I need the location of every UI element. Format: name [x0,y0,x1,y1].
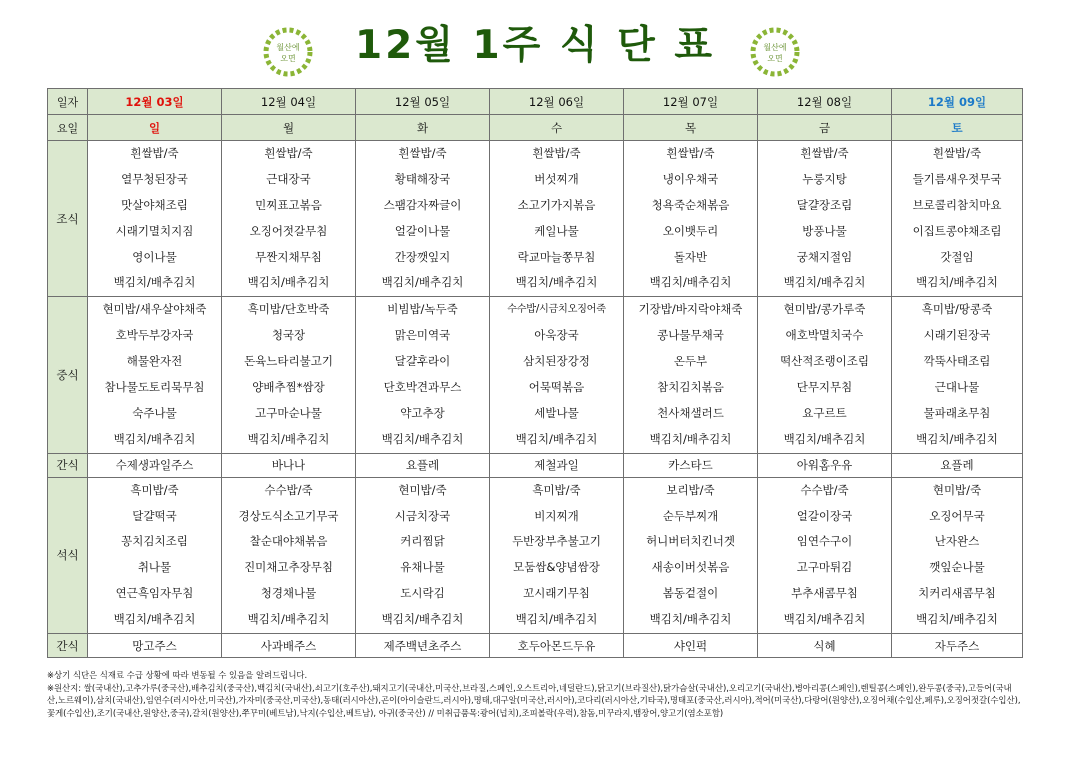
menu-item: 약고추장 [400,405,445,420]
menu-item: 돈육느타리불고기 [244,354,333,369]
menu-item: 참나물도토리묵무침 [104,380,205,395]
menu-item: 소고기가지볶음 [517,197,596,212]
menu-cell [892,141,1023,297]
menu-item: 떡산적조랭이조림 [780,354,869,369]
menu-item: 영이나물 [132,249,177,264]
menu-cell [624,141,758,297]
menu-item: 얼갈이나물 [394,223,451,238]
menu-item: 보리밥/죽 [666,482,715,497]
menu-cell: 아워홈우유 [758,453,892,477]
weekday-cell: 목 [624,115,758,141]
menu-item: 아욱장국 [534,328,579,343]
menu-item: 찰순대야채볶음 [249,534,328,549]
menu-cell: 요플레 [356,453,490,477]
menu-item: 이집트콩야채조림 [912,223,1002,238]
menu-item: 백김치/배추김치 [916,612,998,627]
menu-item: 애호박멸치국수 [785,328,864,343]
menu-item: 깍뚝사태조림 [923,354,991,369]
menu-cell [892,297,1023,453]
menu-item: 얼갈이장국 [796,508,853,523]
menu-item: 근대나물 [934,380,980,395]
menu-cell [356,477,490,633]
menu-item: 방풍나물 [802,223,847,238]
menu-item: 물파래초무침 [923,405,991,420]
menu-item: 백김치/배추김치 [783,612,866,627]
menu-item: 모둠쌈&양념쌈장 [513,560,600,575]
menu-item: 근대장국 [266,171,311,186]
menu-item: 황태해장국 [394,171,451,186]
menu-item: 백김치/배추김치 [649,275,732,290]
menu-item: 버섯찌개 [534,171,579,186]
menu-item: 꼬시래기무침 [523,586,590,601]
date-cell: 12월 04일 [222,89,356,115]
menu-item: 취나물 [137,560,172,575]
menu-item: 흑미밥/단호박죽 [247,302,330,317]
menu-item: 해물완자전 [126,354,183,369]
snack-row [48,453,1023,477]
menu-item: 흰쌀밥/죽 [130,146,179,160]
svg-text:오면: 오면 [767,54,783,63]
footnotes [47,669,1022,719]
date-cell: 12월 08일 [758,89,892,115]
menu-item: 돌자반 [673,249,708,264]
menu-item: 백김치/배추김치 [515,612,598,627]
menu-item: 기장밥/바지락야채죽 [638,302,743,317]
snack-row [48,634,1023,658]
menu-item: 삼치된장강정 [523,354,590,369]
date-cell: 12월 09일 [892,89,1023,115]
menu-item: 흰쌀밥/죽 [800,146,849,160]
menu-cell [490,297,624,453]
date-cell: 12월 05일 [356,89,490,115]
menu-cell [88,477,222,633]
menu-item: 갓절임 [940,249,974,264]
menu-item: 현미밥/새우살야채죽 [102,302,207,317]
weekday-label: 요일 [48,115,88,141]
menu-item: 숙주나물 [132,405,177,420]
menu-item: 백김치/배추김치 [381,612,464,627]
menu-item: 시래기멸치지짐 [115,223,194,238]
menu-item: 간장깻잎지 [394,249,451,264]
menu-item: 흰쌀밥/죽 [532,146,581,160]
menu-cell: 호두아몬드두유 [490,634,624,658]
menu-cell: 제철과일 [490,453,624,477]
menu-item: 맑은미역국 [394,328,451,343]
menu-item: 백김치/배추김치 [649,612,732,627]
menu-item: 흰쌀밥/죽 [398,146,447,160]
menu-item: 백김치/배추김치 [247,431,330,446]
footnote-notice: ※상기 식단은 식재료 수급 상황에 따라 변동될 수 있음을 알려드립니다. [47,670,308,680]
menu-item: 허니버터치킨너겟 [646,534,735,549]
menu-cell [88,141,222,297]
weekday-cell: 일 [88,115,222,141]
menu-item: 궁채지절임 [796,249,853,264]
menu-table [47,88,1023,658]
menu-item: 백김치/배추김치 [916,275,998,290]
menu-item: 락교마늘쫑무침 [517,249,596,264]
menu-item: 양배추찜*쌈장 [252,380,325,395]
menu-item: 누룽지탕 [802,171,847,186]
menu-item: 시래기된장국 [923,328,991,343]
page-title: 12월 1주 식 단 표 [354,23,716,68]
menu-cell [892,477,1023,633]
weekday-cell: 화 [356,115,490,141]
weekday-cell: 금 [758,115,892,141]
menu-cell: 사과배주스 [222,634,356,658]
menu-item: 오징어무국 [929,508,985,523]
menu-item: 수수밥/죽 [800,482,849,497]
menu-item: 냉이우채국 [662,171,719,186]
menu-cell: 수제생과일주스 [88,453,222,477]
menu-cell [222,477,356,633]
menu-item: 오이뱃두리 [662,223,719,238]
menu-item: 백김치/배추김치 [515,275,598,290]
menu-cell [222,141,356,297]
menu-item: 커리찜닭 [400,534,445,549]
menu-item: 백김치/배추김치 [381,431,464,446]
dinner-row [48,477,1023,633]
menu-item: 백김치/배추김치 [916,431,998,446]
menu-cell [490,141,624,297]
svg-text:월산에: 월산에 [276,43,300,52]
menu-item: 케일나물 [534,223,579,238]
menu-item: 청경채나물 [260,586,317,601]
menu-item: 청욕죽순채볶음 [651,197,730,212]
menu-item: 두반장부추불고기 [512,534,601,549]
menu-item: 호박두부강자국 [115,328,194,343]
menu-item: 난자완스 [934,534,980,549]
menu-item: 백김치/배추김치 [113,431,196,446]
menu-item: 온두부 [673,354,708,369]
menu-cell [758,297,892,453]
logo-wreath-right [747,24,803,80]
menu-item: 달걀후라이 [394,354,451,369]
date-row [48,89,1023,115]
menu-item: 유채나물 [400,560,445,575]
date-cell: 12월 07일 [624,89,758,115]
menu-cell: 바나나 [222,453,356,477]
menu-item: 봄동겉절이 [662,586,719,601]
menu-item: 달걀장조림 [796,197,853,212]
menu-item: 순두부찌개 [662,508,719,523]
menu-item: 고구마순나물 [255,405,322,420]
menu-item: 고구마튀김 [796,560,853,575]
menu-cell: 식혜 [758,634,892,658]
menu-item: 흑미밥/죽 [532,482,581,497]
menu-cell [356,297,490,453]
menu-item: 경상도식소고기무국 [238,508,339,523]
menu-item: 백김치/배추김치 [247,275,330,290]
footnote-origin: ※원산지: 쌀(국내산),고추가루(중국산),배추김치(중국산),백김치(국내산),쇠고기(호주산),돼지고기(국내산,미국산,브라질,스페인,오스트리아,네덜란드),닭고기(브라질산),닭가슴살(국내산),오리고기(국내산),병아리콩(스페인),렌틸콩(스페인),완두콩(중국),고등어(국내산,노르웨이),삼치(국내산),임연수(러시아산,미국산),가자미(중국산,미국산),동태(러시아산),곤이(아이슬란드,러시아),명태,대구알(미국산,러시아),코다리(러시아산,기타국),명태포(중국산,러시아),적어(미국산),다랑어(원양산),오징어채(수입산,페루),오징어젓갈(수입산),꽃게(수입산),조기(국내산,원양산,중국),갈치(원양산),쭈꾸미(베트남),낙지(수입산,베트남), 아귀(중국산) // 미취급품목:광어(넙치),조피볼락(우럭),참돔,미꾸라지,뱀장어,양고기(염소포함) [47,682,1021,718]
menu-item: 도시락김 [400,586,445,601]
meal-label: 간식 [48,634,88,658]
weekday-row [48,115,1023,141]
menu-item: 진미채고추장무침 [244,560,333,575]
menu-item: 흰쌀밥/죽 [264,146,313,160]
menu-item: 브로콜리참치마요 [912,197,1002,212]
menu-item: 백김치/배추김치 [649,431,732,446]
menu-cell [88,297,222,453]
menu-item: 콩나물무채국 [657,328,724,343]
menu-item: 치커리새콤무침 [918,586,996,601]
menu-cell: 제주백년초주스 [356,634,490,658]
menu-item: 백김치/배추김치 [113,612,196,627]
menu-item: 흑미밥/죽 [130,482,179,497]
menu-item: 흰쌀밥/죽 [932,146,982,160]
menu-item: 수수밥/시금치오징어죽 [507,304,606,316]
menu-item: 백김치/배추김치 [247,612,330,627]
menu-item: 어묵떡볶음 [528,380,585,395]
menu-cell: 자두주스 [892,634,1023,658]
menu-item: 들기름새우젓무국 [912,171,1002,186]
menu-item: 열무청된장국 [121,171,188,186]
menu-item: 백김치/배추김치 [515,431,598,446]
meal-label: 석식 [48,477,88,633]
menu-item: 민찌표고볶음 [255,197,322,212]
menu-cell [624,297,758,453]
menu-item: 연근흑임자무침 [115,586,194,601]
menu-item: 요구르트 [802,405,847,420]
menu-item: 맛살야채조림 [121,197,188,212]
menu-item: 흰쌀밥/죽 [666,146,715,160]
menu-item: 단호박견과무스 [383,380,462,395]
date-cell: 12월 03일 [88,89,222,115]
date-cell: 12월 06일 [490,89,624,115]
menu-item: 임연수구이 [796,534,853,549]
weekday-cell: 토 [892,115,1023,141]
menu-item: 백김치/배추김치 [113,275,196,290]
menu-item: 스팸감자짜글이 [383,197,462,212]
lunch-row [48,297,1023,453]
menu-item: 비빔밥/녹두죽 [387,302,458,317]
svg-text:오면: 오면 [280,54,296,63]
menu-cell [624,477,758,633]
menu-cell [356,141,490,297]
menu-cell: 망고주스 [88,634,222,658]
menu-item: 청국장 [271,328,306,343]
breakfast-row [48,141,1023,297]
menu-item: 참치김치볶음 [657,380,724,395]
menu-item: 백김치/배추김치 [381,275,464,290]
menu-item: 단무지무침 [796,380,853,395]
menu-item: 현미밥/죽 [398,482,447,497]
menu-item: 백김치/배추김치 [783,431,866,446]
meal-rows [48,141,1023,658]
weekday-cell: 수 [490,115,624,141]
menu-cell [490,477,624,633]
meal-label: 조식 [48,141,88,297]
svg-text:월산에: 월산에 [763,43,787,52]
menu-item: 오징어젓갈무침 [249,223,328,238]
menu-item: 시금치장국 [394,508,451,523]
menu-cell [222,297,356,453]
menu-item: 비지찌개 [534,508,579,523]
menu-item: 깻잎순나물 [929,560,985,575]
menu-item: 꽁치김치조림 [121,534,188,549]
menu-item: 천사채샐러드 [657,405,724,420]
menu-item: 백김치/배추김치 [783,275,866,290]
menu-item: 수수밥/죽 [264,482,313,497]
menu-cell [758,477,892,633]
menu-item: 새송이버섯볶음 [651,560,730,575]
menu-item: 세발나물 [534,405,579,420]
menu-item: 달걀떡국 [132,508,177,523]
menu-cell: 샤인퍽 [624,634,758,658]
menu-item: 현미밥/죽 [932,482,982,497]
menu-cell: 요플레 [892,453,1023,477]
meal-label: 중식 [48,297,88,453]
menu-item: 흑미밥/땅콩죽 [921,302,993,317]
meal-label: 간식 [48,453,88,477]
menu-cell [758,141,892,297]
menu-item: 부추새콤무침 [791,586,858,601]
menu-cell: 카스타드 [624,453,758,477]
weekday-cell: 월 [222,115,356,141]
menu-item: 현미밥/콩가루죽 [783,302,866,317]
menu-item: 무짠지채무침 [255,249,322,264]
date-label: 일자 [48,89,88,115]
